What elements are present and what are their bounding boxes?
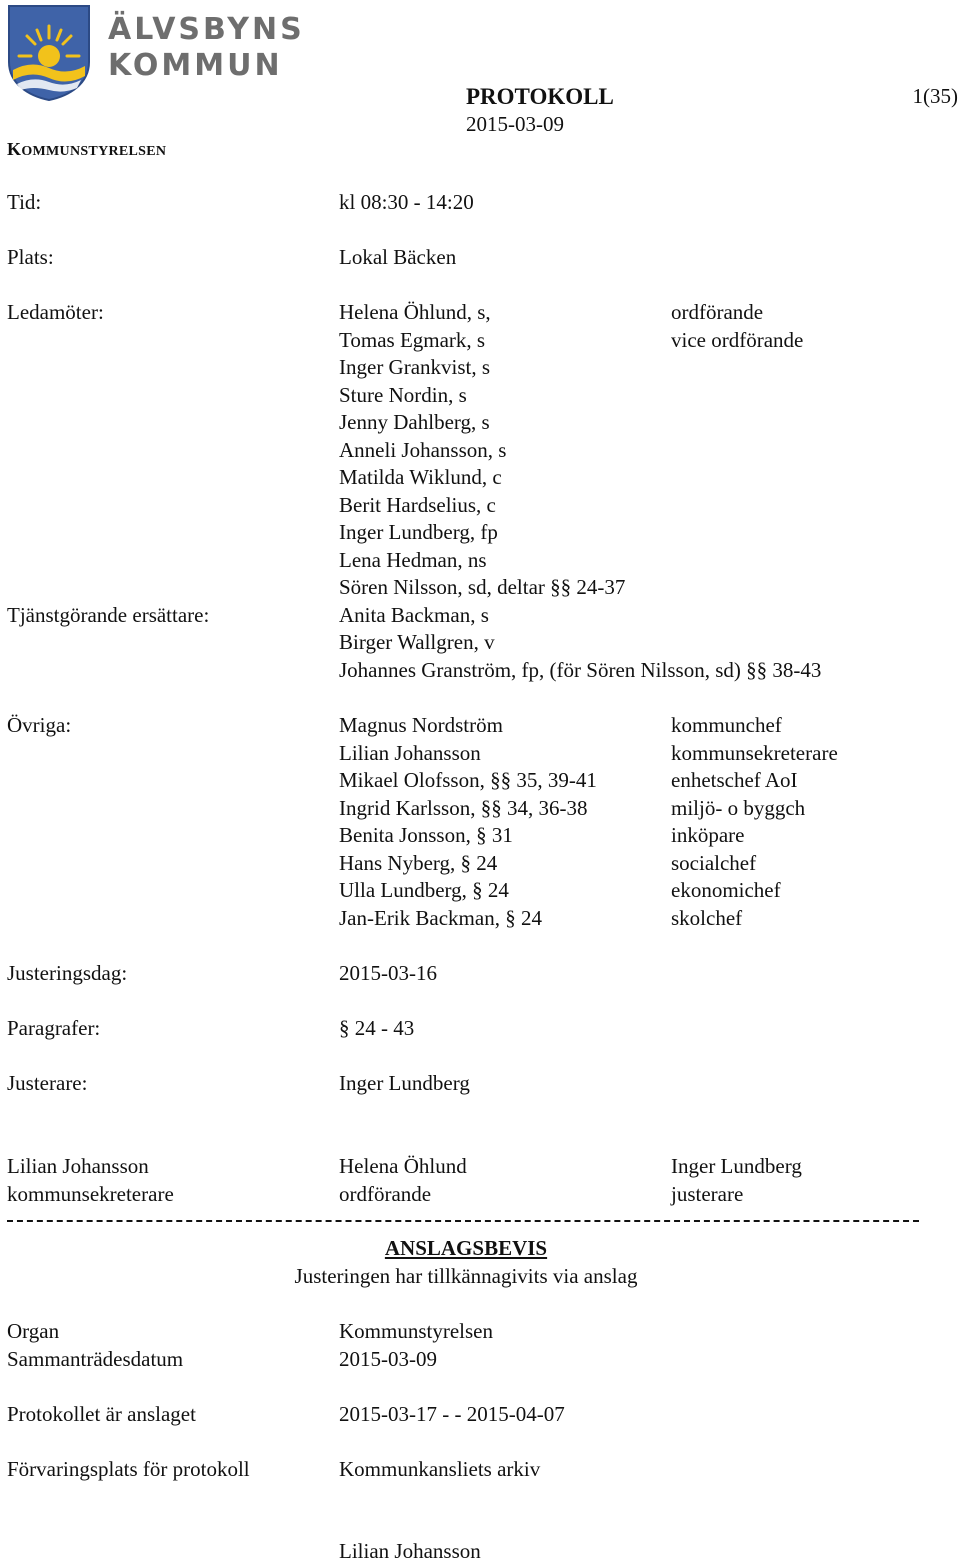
other-role: kommunchef — [671, 713, 782, 737]
cut-line-divider — [7, 1220, 919, 1222]
signature-name: Inger Lundberg — [671, 1154, 802, 1178]
member-role: ordförande — [671, 300, 764, 324]
sammantradesdatum-value: 2015-03-09 — [339, 1347, 437, 1371]
other-role: inköpare — [671, 823, 745, 847]
justerare-value: Inger Lundberg — [339, 1071, 470, 1095]
member-role: vice ordförande — [671, 327, 804, 352]
department-initial: K — [7, 139, 22, 159]
member-item: Sture Nordin, s — [339, 382, 467, 407]
other-name: Jan-Erik Backman, § 24 — [339, 905, 542, 930]
member-item: Lena Hedman, ns — [339, 547, 487, 572]
justeringsdag-value: 2015-03-16 — [339, 961, 437, 985]
tid-label: Tid: — [7, 190, 42, 214]
member-item: Anneli Johansson, s — [339, 437, 507, 462]
members-list — [339, 299, 821, 684]
others-names-list — [339, 712, 597, 932]
signature-name: Helena Öhlund — [339, 1154, 467, 1178]
substitute-item: Anita Backman, s — [339, 602, 489, 627]
other-name: Magnus Nordström — [339, 713, 503, 737]
other-name: Ulla Lundberg, § 24 — [339, 878, 509, 902]
other-role: ekonomichef — [671, 878, 781, 902]
member-item: Jenny Dahlberg, s — [339, 410, 490, 434]
other-role: socialchef — [671, 850, 757, 875]
anslagsbevis-title: ANSLAGSBEVIS — [384, 1236, 548, 1260]
other-name: Hans Nyberg, § 24 — [339, 850, 498, 875]
member-item: Helena Öhlund, s, — [339, 300, 491, 324]
anslaget-value: 2015-03-17 - - 2015-04-07 — [339, 1402, 565, 1426]
forvaringsplats-value: Kommunkansliets arkiv — [339, 1457, 541, 1481]
other-name: Mikael Olofsson, §§ 35, 39-41 — [339, 768, 597, 792]
others-roles-list — [671, 712, 838, 932]
member-item: Inger Grankvist, s — [339, 355, 491, 379]
other-name: Benita Jonsson, § 31 — [339, 823, 513, 847]
signature-name: Lilian Johansson — [7, 1154, 149, 1178]
member-item: Inger Lundberg, fp — [339, 520, 498, 544]
member-item: Matilda Wiklund, c — [339, 465, 502, 489]
department-rest: OMMUNSTYRELSEN — [21, 144, 167, 159]
other-role: skolchef — [671, 905, 743, 930]
justerare-label: Justerare: — [7, 1071, 88, 1095]
anslaget-label: Protokollet är anslaget — [7, 1402, 196, 1426]
sammantradesdatum-label: Sammanträdesdatum — [7, 1347, 184, 1371]
page-number: 1(35) — [912, 84, 958, 108]
document-title: PROTOKOLL — [466, 84, 614, 109]
anslagsbevis-subtitle: Justeringen har tillkännagivits via anslag — [294, 1264, 638, 1288]
substitute-item: Johannes Granström, fp, (för Sören Nilsson, sd) §§ 38-43 — [339, 657, 822, 682]
member-roles-list — [671, 299, 803, 354]
substitute-item: Birger Wallgren, v — [339, 630, 495, 654]
other-name: Lilian Johansson — [339, 740, 481, 765]
signature-role: kommunsekreterare — [7, 1182, 174, 1206]
plats-value: Lokal Bäcken — [339, 245, 457, 269]
tid-value: kl 08:30 - 14:20 — [339, 190, 474, 214]
municipality-shield-logo — [7, 4, 91, 102]
plats-label: Plats: — [7, 245, 54, 269]
other-role: enhetschef AoI — [671, 768, 798, 792]
other-role: kommunsekreterare — [671, 740, 838, 765]
document-date: 2015-03-09 — [466, 112, 564, 136]
department-name — [7, 139, 166, 160]
member-item: Tomas Egmark, s — [339, 327, 486, 352]
ovriga-label: Övriga: — [7, 713, 72, 737]
other-name: Ingrid Karlsson, §§ 34, 36-38 — [339, 795, 588, 820]
brand-name-line2: KOMMUN — [108, 48, 283, 83]
signature-role: ordförande — [339, 1182, 432, 1206]
organ-label: Organ — [7, 1319, 60, 1343]
brand-name-line1: ÄLVSBYNS — [108, 12, 305, 47]
bottom-signature-name: Lilian Johansson — [339, 1539, 481, 1563]
ledamoter-label: Ledamöter: — [7, 300, 104, 324]
member-item: Sören Nilsson, sd, deltar §§ 24-37 — [339, 575, 626, 599]
forvaringsplats-label: Förvaringsplats för protokoll — [7, 1457, 250, 1481]
other-role: miljö- o byggch — [671, 795, 806, 820]
paragrafer-value: § 24 - 43 — [339, 1016, 415, 1040]
paragrafer-label: Paragrafer: — [7, 1016, 101, 1040]
justeringsdag-label: Justeringsdag: — [7, 961, 128, 985]
signature-role: justerare — [671, 1182, 744, 1206]
member-item: Berit Hardselius, c — [339, 492, 496, 517]
tjanstgorande-label: Tjänstgörande ersättare: — [7, 603, 210, 627]
organ-value: Kommunstyrelsen — [339, 1319, 493, 1343]
